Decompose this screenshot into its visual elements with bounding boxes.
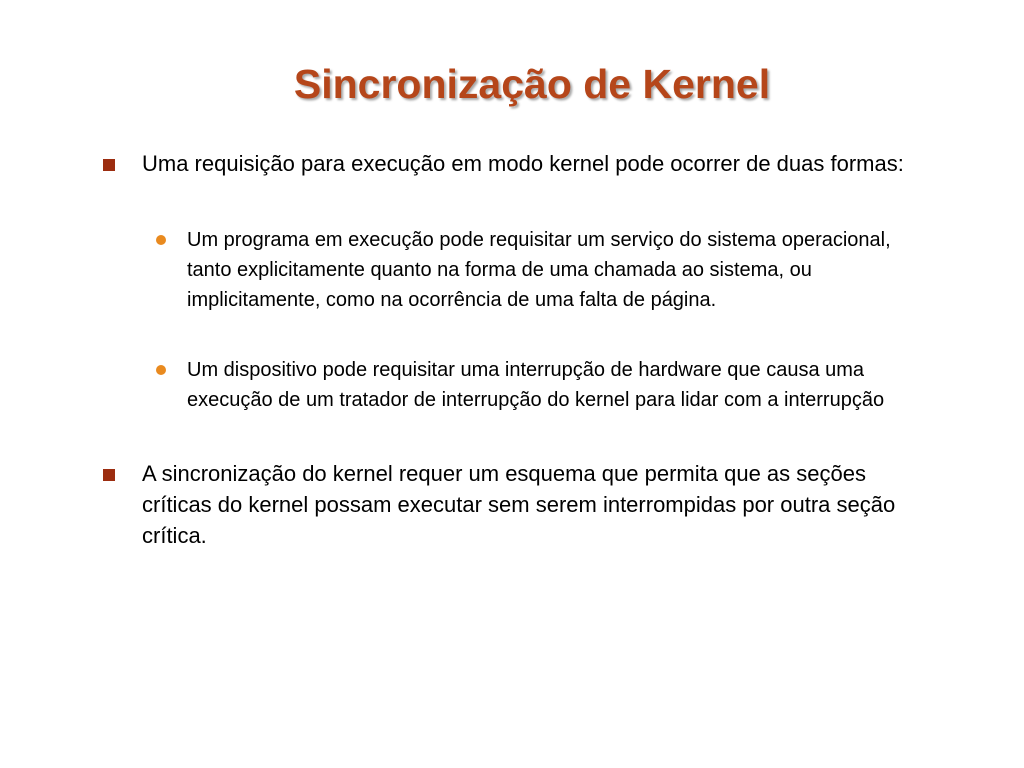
- sub-bullet-item: [187, 355, 907, 415]
- sub-bullet-text: Um dispositivo pode requisitar uma interrupção de hardware que causa uma execução de um tratador de interrupção do kernel para lidar com a interrupção: [187, 359, 885, 411]
- bullet-text: A sincronização do kernel requer um esquema que permita que as seções críticas do kernel possam executar sem serem interrompidas por outra seção crítica.: [142, 461, 896, 548]
- square-bullet-icon: [103, 159, 115, 171]
- slide-content: [0, 148, 1024, 748]
- sub-bullet-text: Um programa em execução pode requisitar um serviço do sistema operacional, tanto explicitamente quanto na forma de uma chamada ao sistema, ou implicitamente, como na ocorrência de uma falta de página.: [187, 229, 891, 311]
- square-bullet-icon: [103, 469, 115, 481]
- bullet-text: Uma requisição para execução em modo kernel pode ocorrer de duas formas:: [142, 151, 904, 176]
- slide-title: Sincronização de Kernel: [293, 61, 771, 108]
- round-bullet-icon: [156, 235, 166, 245]
- bullet-item: [142, 458, 917, 551]
- bullet-item: [142, 148, 917, 179]
- round-bullet-icon: [156, 365, 166, 375]
- sub-bullet-item: [187, 225, 907, 315]
